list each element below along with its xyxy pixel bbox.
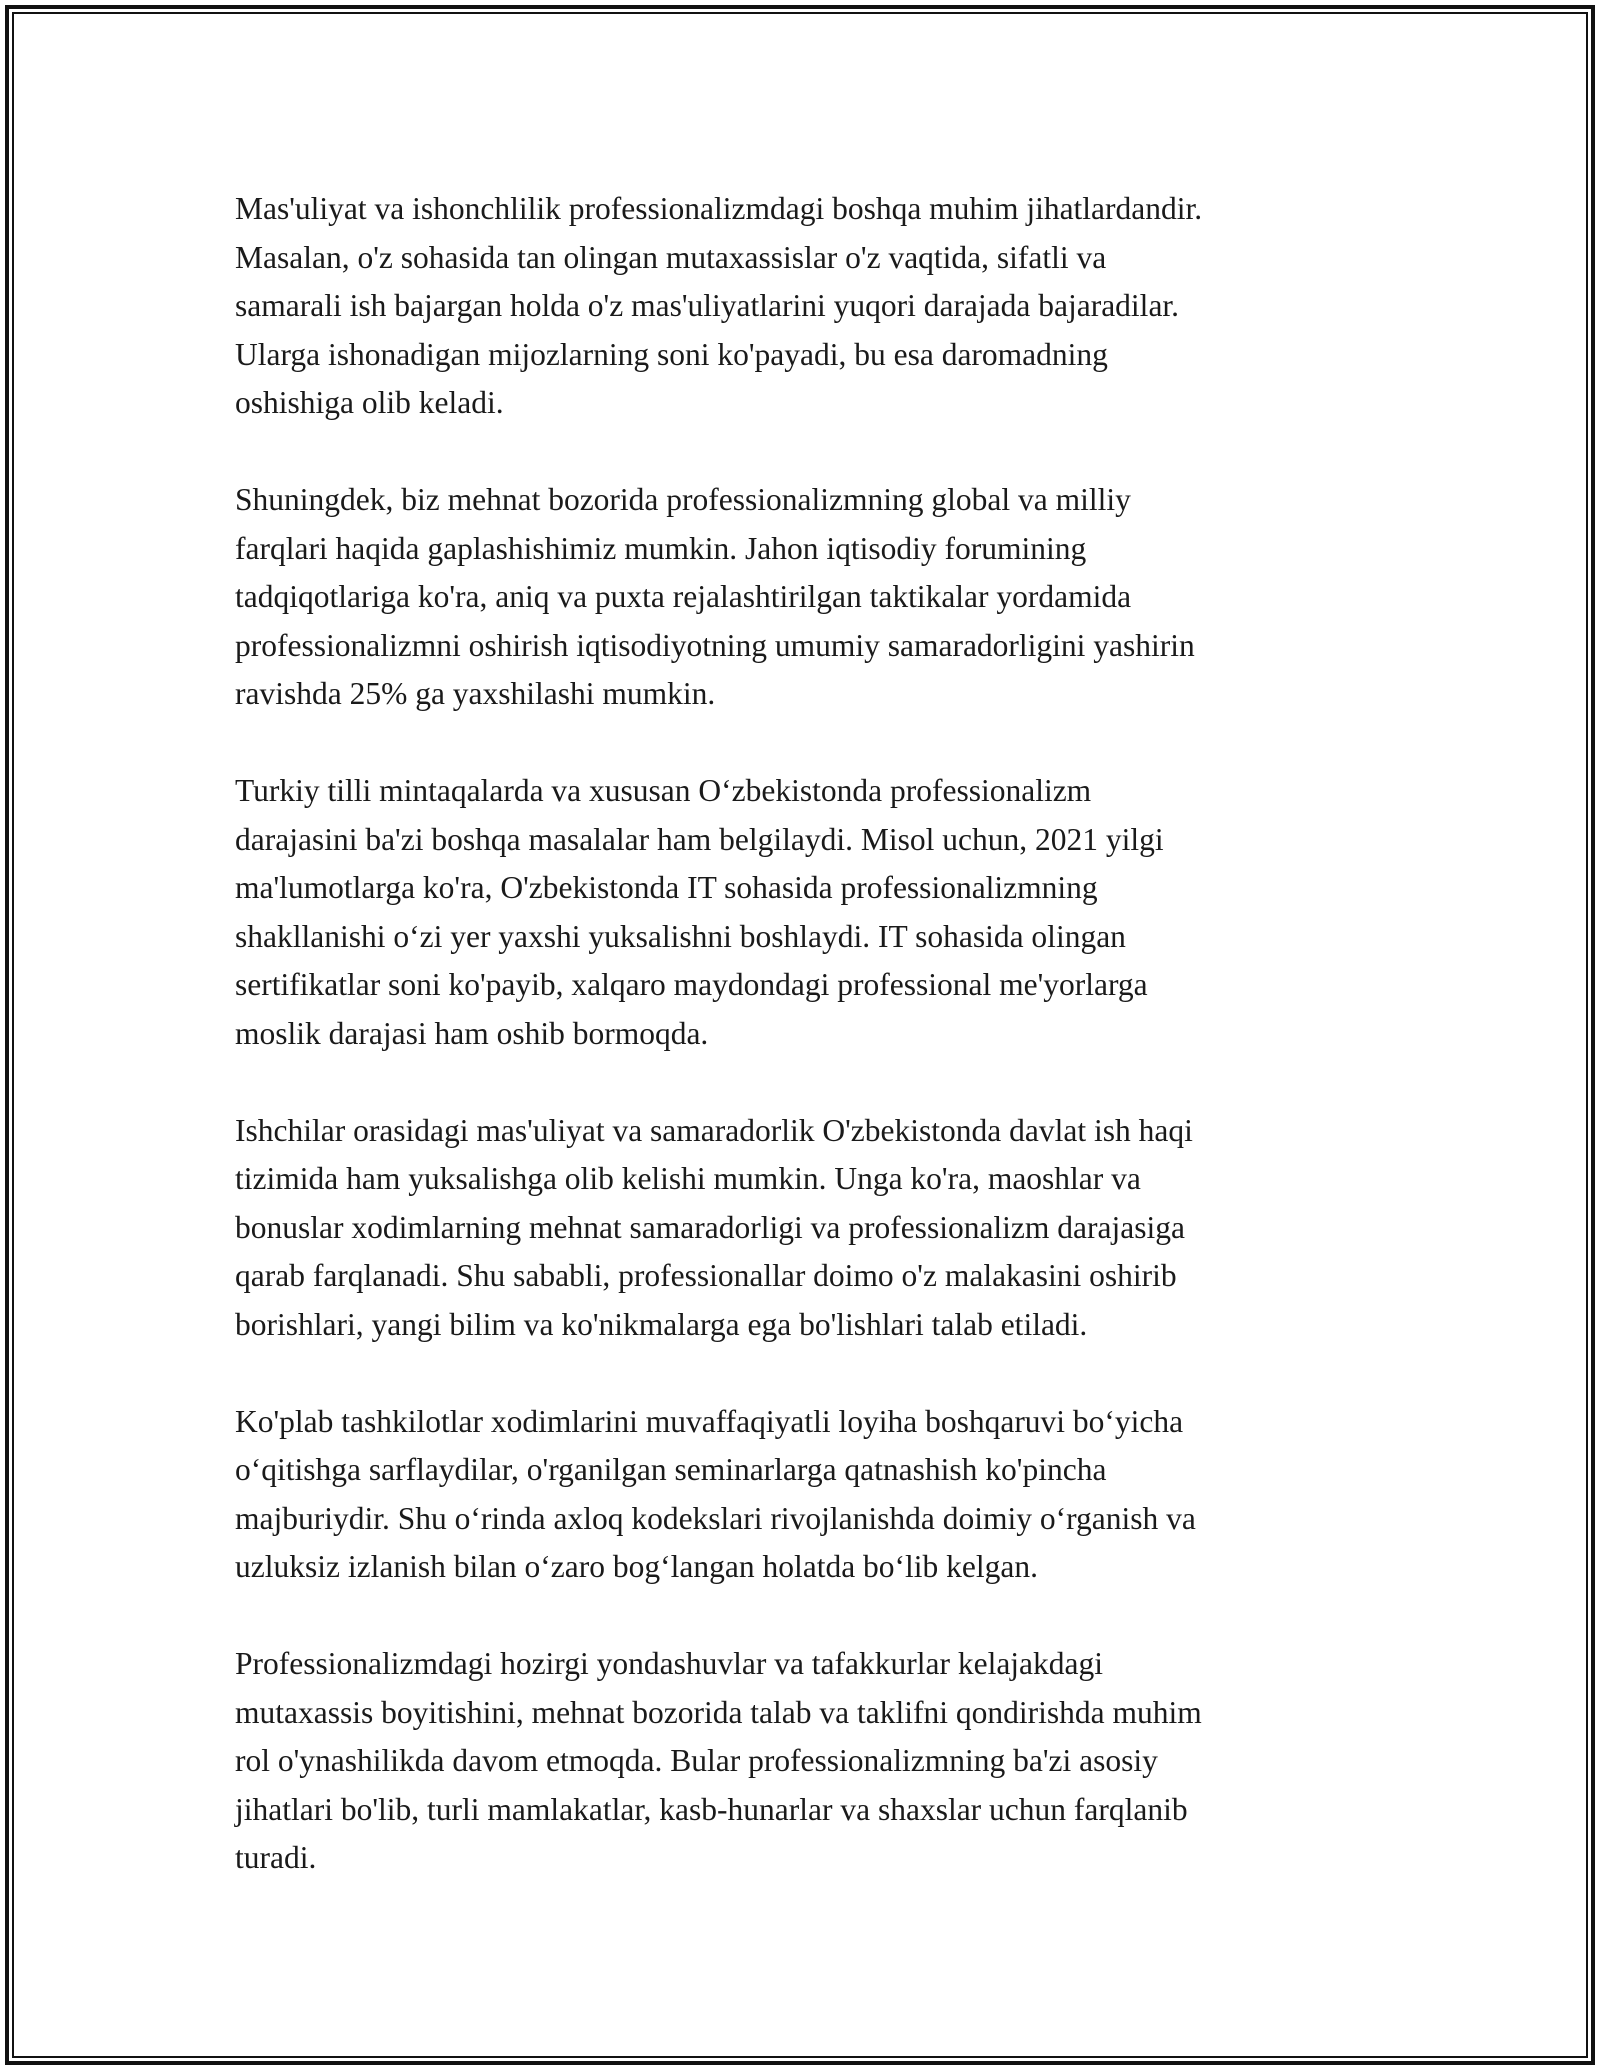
paragraph-uzbekistan-it: Turkiy tilli mintaqalarda va xususan O‘zbekistonda professionalizm darajasini ba'zi boshqa masalalar ham belgilaydi. Misol uchun, 2021 yilgi ma'lumotlarga ko'ra, O'zbekistonda IT sohasida professionalizmning shakllanishi o‘zi yer yaxshi yuksalishni boshlaydi. IT sohasida olingan sertifikatlar soni ko'payib, xalqaro maydondagi professional me'yorlarga moslik darajasi ham oshib bormoqda. bbox=[235, 773, 1164, 1051]
paragraph-training: Ko'plab tashkilotlar xodimlarini muvaffaqiyatli loyiha boshqaruvi bo‘yicha o‘qitishga sarflaydilar, o'rganilgan seminarlarga qatnashish ko'pincha majburiydir. Shu o‘rinda axloq kodekslari rivojlanishda doimiy o‘rganish va uzluksiz izlanish bilan o‘zaro bog‘langan holatda bo‘lib kelgan. bbox=[235, 1403, 1196, 1584]
document-body bbox=[235, 185, 1370, 1883]
paragraph-responsibility: Mas'uliyat va ishonchlilik professionalizmdagi boshqa muhim jihatlardandir. Masalan, o'z sohasida tan olingan mutaxassislar o'z vaqtida, sifatli va samarali ish bajargan holda o'z mas'uliyatlarini yuqori darajada bajaradilar. Ularga ishonadigan mijozlarning soni ko'payadi, bu esa daromadning oshishiga olib keladi. bbox=[235, 191, 1203, 420]
paragraph-global-differences: Shuningdek, biz mehnat bozorida professionalizmning global va milliy farqlari haqida gaplashishimiz mumkin. Jahon iqtisodiy forumining tadqiqotlariga ko'ra, aniq va puxta rejalashtirilgan taktikalar yordamida professionalizmni oshirish iqtisodiyotning umumiy samaradorligini yashirin ravishda 25% ga yaxshilashi mumkin. bbox=[235, 482, 1195, 711]
paragraph-wages: Ishchilar orasidagi mas'uliyat va samaradorlik O'zbekistonda davlat ish haqi tizimida ham yuksalishga olib kelishi mumkin. Unga ko'ra, maoshlar va bonuslar xodimlarning mehnat samaradorligi va professionalizm darajasiga qarab farqlanadi. Shu sababli, professionallar doimo o'z malakasini oshirib borishlari, yangi bilim va ko'nikmalarga ega bo'lishlari talab etiladi. bbox=[235, 1112, 1193, 1342]
paragraph-conclusion: Professionalizmdagi hozirgi yondashuvlar va tafakkurlar kelajakdagi mutaxassis boyitishini, mehnat bozorida talab va taklifni qondirishda muhim rol o'ynashilikda davom etmoqda. Bular professionalizmning ba'zi asosiy jihatlari bo'lib, turli mamlakatlar, kasb-hunarlar va shaxslar uchun farqlanib turadi. bbox=[235, 1646, 1202, 1875]
